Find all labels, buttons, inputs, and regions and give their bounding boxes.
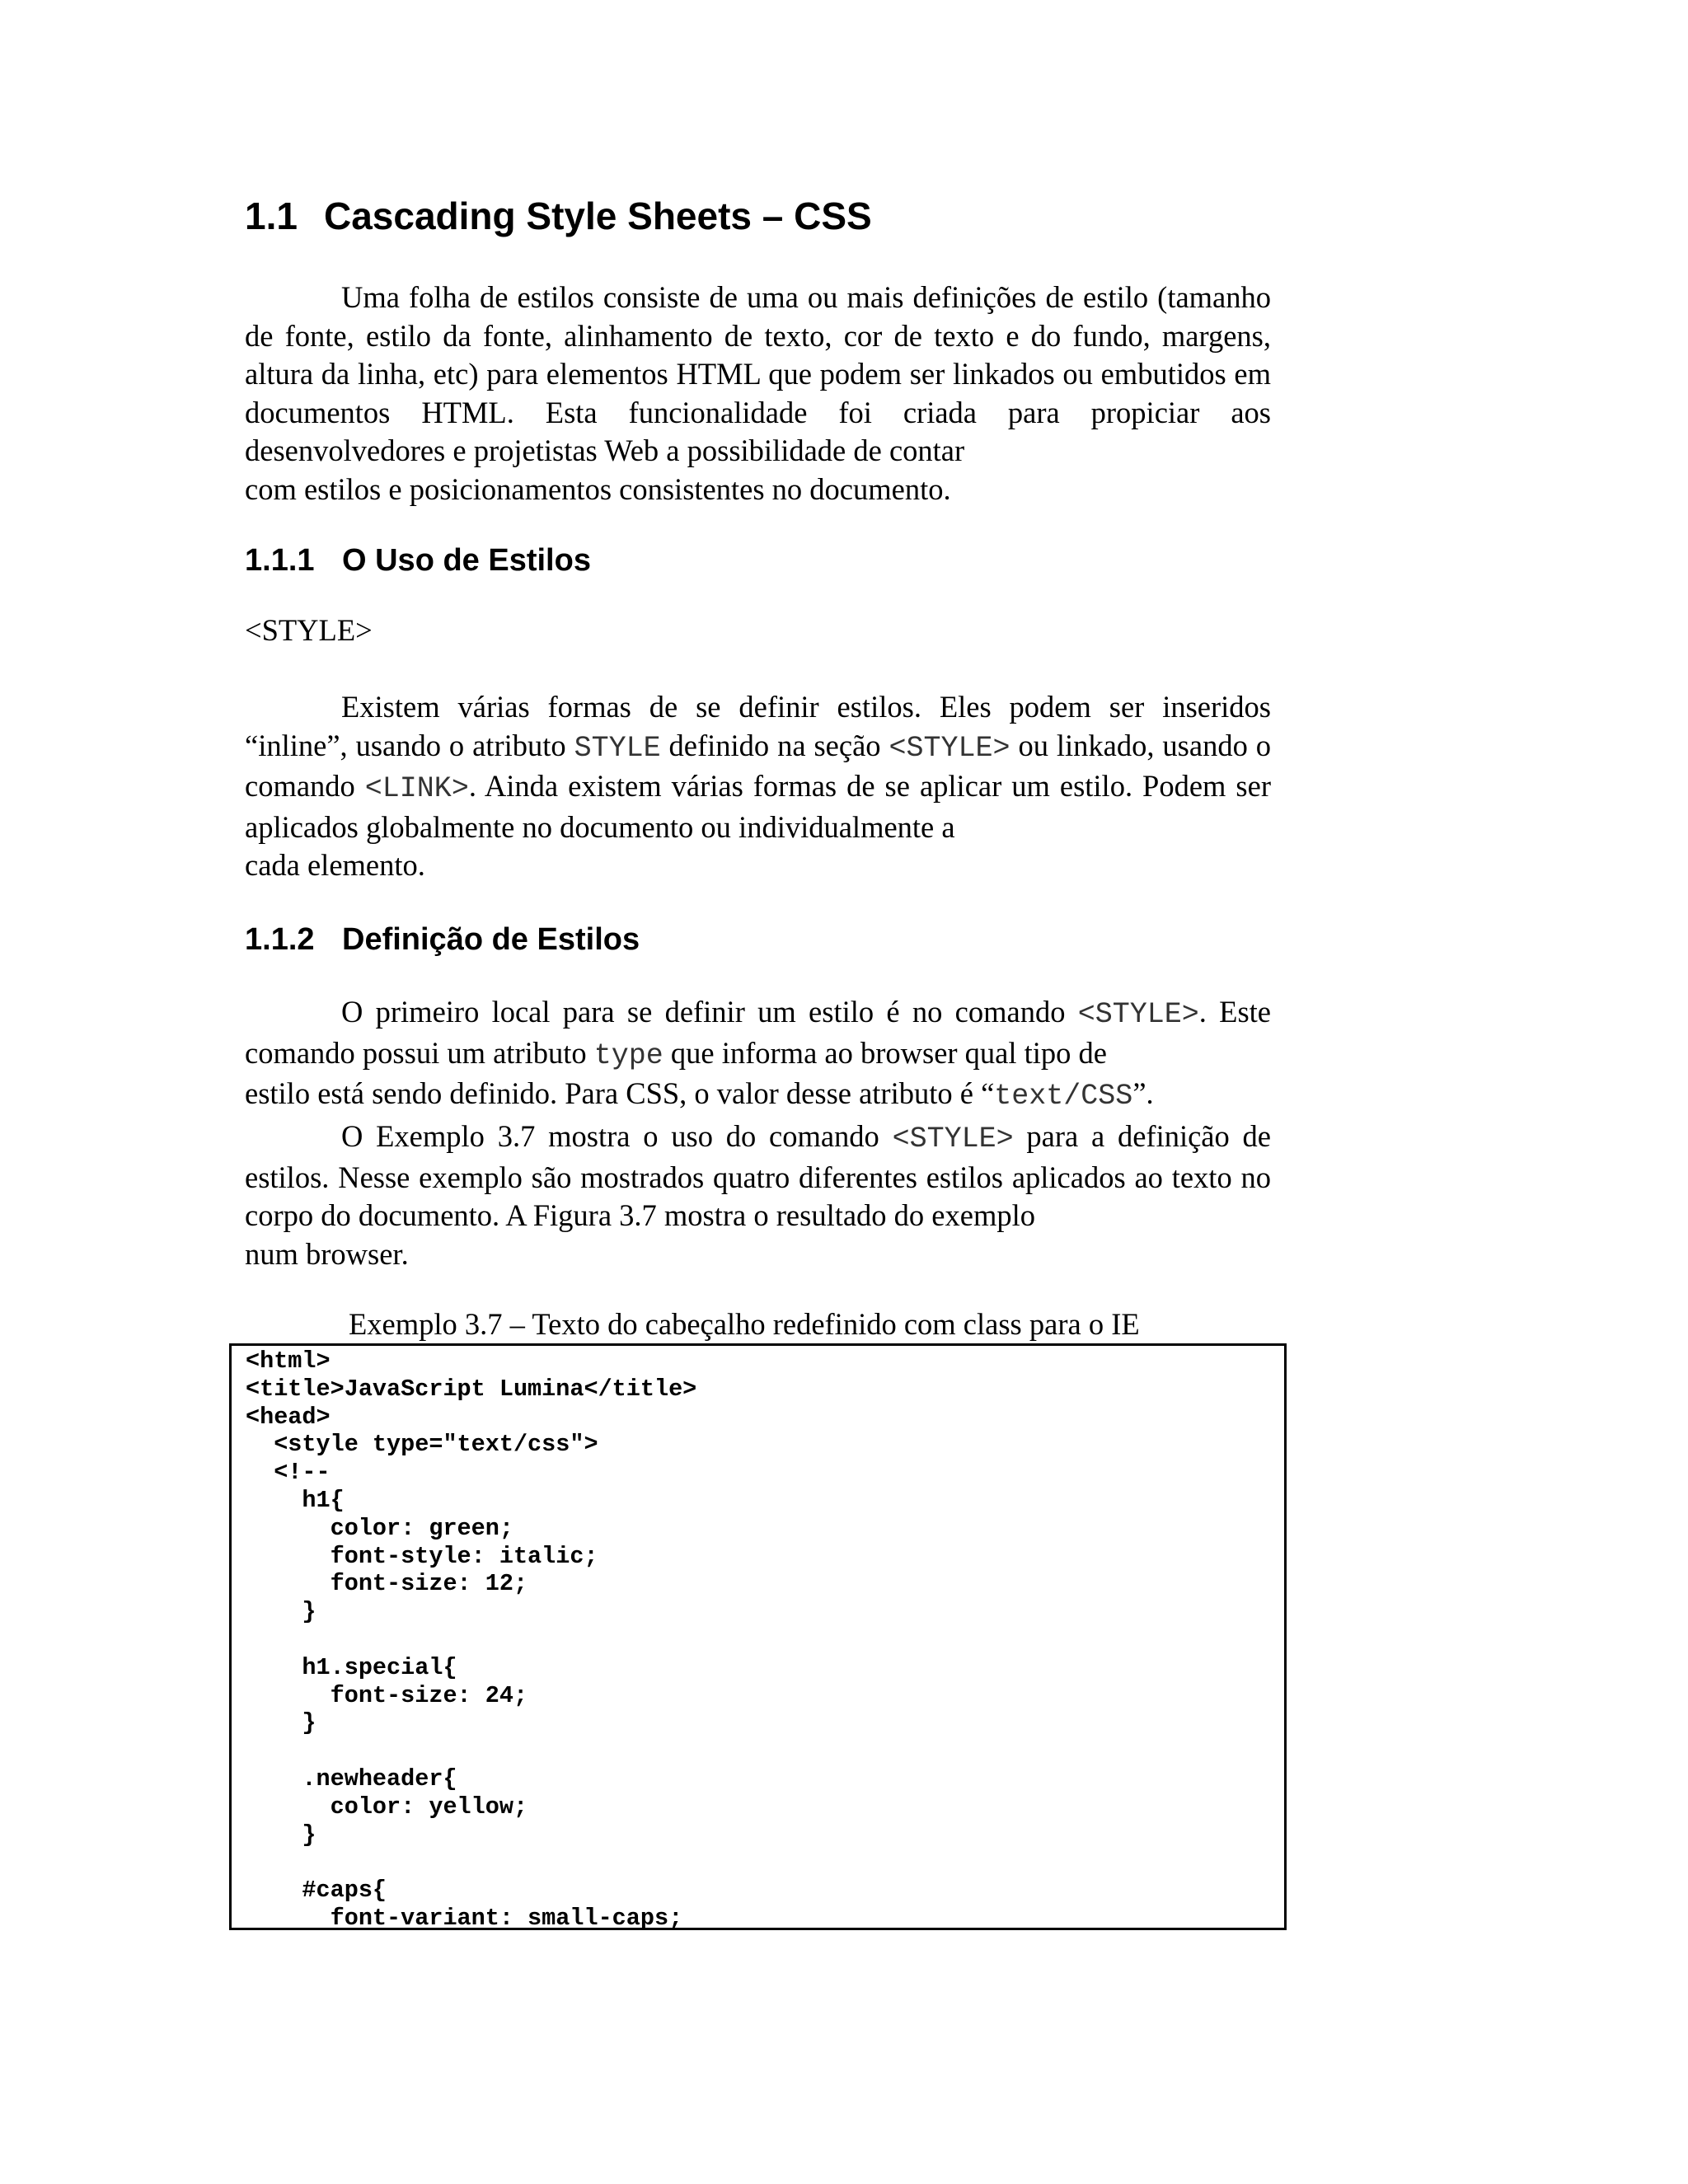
code-style-tag-2: <STYLE> <box>1077 998 1199 1031</box>
usage-text-b: definido na seção <box>668 728 881 762</box>
example-description-paragraph <box>245 1118 1271 1273</box>
usage-text-a: Existem várias formas de se definir estilos. Eles podem ser inseridos “inline”, usando o atributo <box>245 690 1271 762</box>
style-tag-label: <STYLE> <box>245 613 373 647</box>
section-title: Cascading Style Sheets – CSS <box>324 194 872 237</box>
subsection-title-1: O Uso de Estilos <box>342 543 591 578</box>
example-last-line: num browser. <box>245 1236 409 1271</box>
intro-text: Uma folha de estilos consiste de uma ou mais definições de estilo (tamanho de fonte, estilo da fonte, alinhamento de texto, cor de texto e do fundo, margens, altura da linha, etc) para elementos HTML que podem ser linkados ou embutidos em documentos HTML. Esta funcionalidade foi criada para propiciar aos desenvolvedores e projetistas Web a possibilidade de contar <box>245 280 1271 467</box>
code-listing: <html> <title>JavaScript Lumina</title> <head> <style type="text/css"> <!-- h1{ color: green; font-style: italic; font-size: 12; } h1.special{ font-size: 24; } .newheader{ color: yellow; } #caps{ font-variant: small-caps; <box>246 1347 697 1932</box>
subsection-number-1: 1.1.1 <box>245 543 315 578</box>
code-type-attr: type <box>593 1038 663 1072</box>
code-style-tag-3: <STYLE> <box>892 1122 1014 1155</box>
subsection-heading-2 <box>245 919 640 960</box>
section-heading <box>245 191 872 241</box>
definition-text-b: . Este comando possui um atributo <box>245 995 1272 1070</box>
code-text-css: text/CSS <box>994 1080 1133 1113</box>
definition-paragraph <box>245 993 1271 1116</box>
subsection-title-2: Definição de Estilos <box>342 922 640 957</box>
code-style-tag: <STYLE> <box>889 731 1010 765</box>
example-text-a: O Exemplo 3.7 mostra o uso do comando <box>341 1119 879 1153</box>
styles-usage-paragraph <box>245 688 1271 885</box>
example-caption: Exemplo 3.7 – Texto do cabeçalho redefinido com class para o IE <box>349 1307 1140 1341</box>
definition-text-c: que informa ao browser qual tipo de <box>670 1035 1107 1070</box>
subsection-heading-1 <box>245 540 591 581</box>
intro-paragraph <box>245 279 1271 509</box>
usage-text-d: . Ainda existem várias formas de se aplicar um estilo. Podem ser aplicados globalmente no documento ou individualmente a <box>245 769 1271 844</box>
intro-last-line: com estilos e posicionamentos consistentes no documento. <box>245 471 951 506</box>
usage-last-line: cada elemento. <box>245 848 425 882</box>
usage-text-c: ou linkado, usando o comando <box>245 728 1272 803</box>
section-number: 1.1 <box>245 194 298 237</box>
code-link-tag: <LINK> <box>364 772 469 805</box>
definition-text-a: O primeiro local para se definir um estilo é no comando <box>341 995 1066 1029</box>
definition-last-line: estilo está sendo definido. Para CSS, o valor desse atributo é “text/CSS”. <box>245 1076 1154 1113</box>
example-text-b: para a definição de estilos. Nesse exemplo são mostrados quatro diferentes estilos aplicados ao texto no corpo do documento. A Figura 3.7 mostra o resultado do exemplo <box>245 1119 1271 1232</box>
code-style-attr: STYLE <box>574 731 661 765</box>
code-listing-box <box>229 1343 1287 1930</box>
subsection-number-2: 1.1.2 <box>245 922 315 957</box>
